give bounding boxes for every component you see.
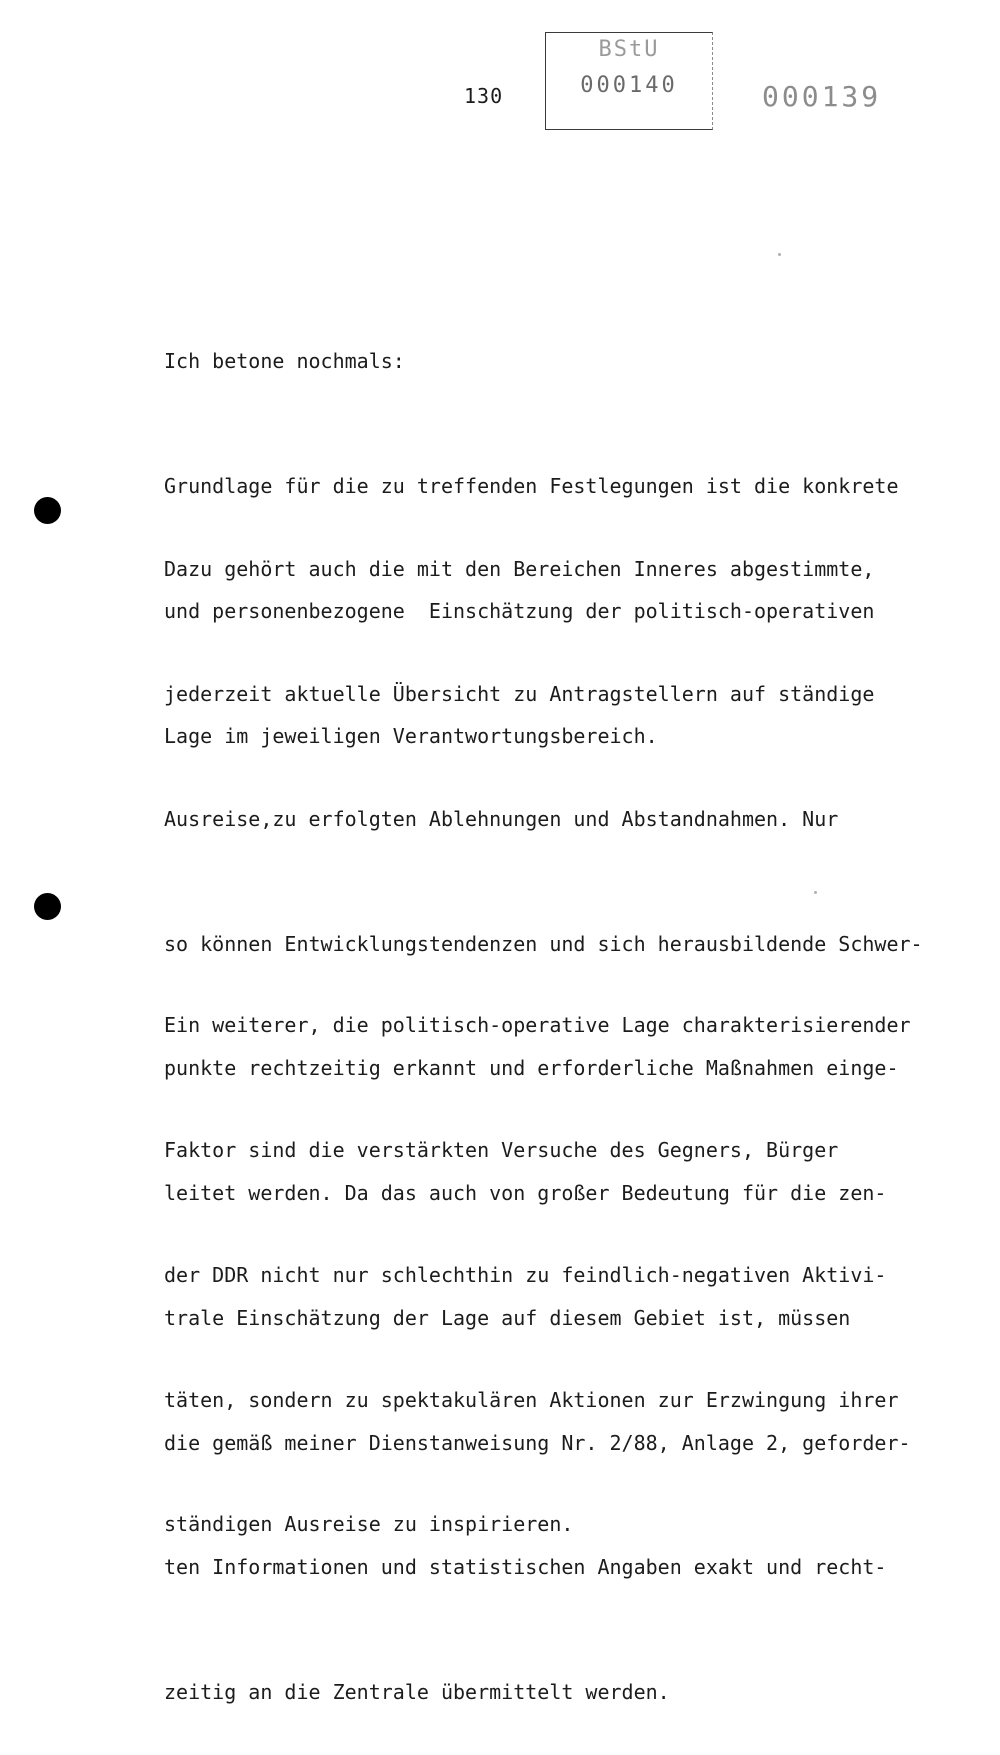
text-line: punkte rechtzeitig erkannt und erforderliche Maßnahmen einge- (164, 1056, 899, 1081)
text-line: Lage im jeweiligen Verantwortungsbereich. (164, 723, 658, 748)
text-line: Ausreise,zu erfolgten Ablehnungen und Abstandnahmen. Nur (164, 806, 839, 831)
text-line: trale Einschätzung der Lage auf diesem Gebiet ist, müssen (164, 1305, 851, 1330)
text-line: ständigen Ausreise zu inspirieren. (164, 1512, 574, 1537)
text-line: Ein weiterer, die politisch-operative Lage charakterisierender (164, 1013, 911, 1038)
text-line: so können Entwicklungstendenzen und sich herausbildende Schwer- (164, 931, 923, 956)
archive-stamp (545, 32, 713, 130)
text-line: zeitig an die Zentrale übermittelt werden. (164, 1680, 670, 1705)
text-line: und personenbezogene Einschätzung der politisch-operativen (164, 598, 875, 623)
text-line: Faktor sind die verstärkten Versuche des Gegners, Bürger (164, 1137, 839, 1162)
paragraph-3 (164, 922, 944, 1588)
text-line: ten Informationen und statistischen Angaben exakt und recht- (164, 1555, 887, 1580)
text-line: die gemäß meiner Dienstanweisung Nr. 2/88, Anlage 2, geforder- (164, 1430, 911, 1455)
text-line: täten, sondern zu spektakulären Aktionen zur Erzwingung ihrer (164, 1387, 899, 1412)
page-number: 130 (464, 84, 504, 108)
text-line: Grundlage für die zu treffenden Festlegungen ist die konkrete (164, 473, 899, 498)
text-line: Dazu gehört auch die mit den Bereichen Inneres abgestimmte, (164, 557, 875, 582)
stamp-number: 000140 (580, 73, 678, 98)
text-line: jederzeit aktuelle Übersicht zu Antragstellern auf ständige (164, 681, 875, 706)
text-line: Ich betone nochmals: (164, 349, 405, 374)
stamp-title: BStU (598, 37, 660, 62)
text-line: der DDR nicht nur schlechthin zu feindlich-negativen Aktivi- (164, 1262, 887, 1287)
punch-hole-icon (34, 497, 61, 524)
punch-hole-icon (34, 893, 61, 920)
archive-number: 000139 (762, 80, 882, 113)
text-line: leitet werden. Da das auch von großer Bedeutung für die zen- (164, 1181, 887, 1206)
scan-mark (778, 253, 781, 256)
